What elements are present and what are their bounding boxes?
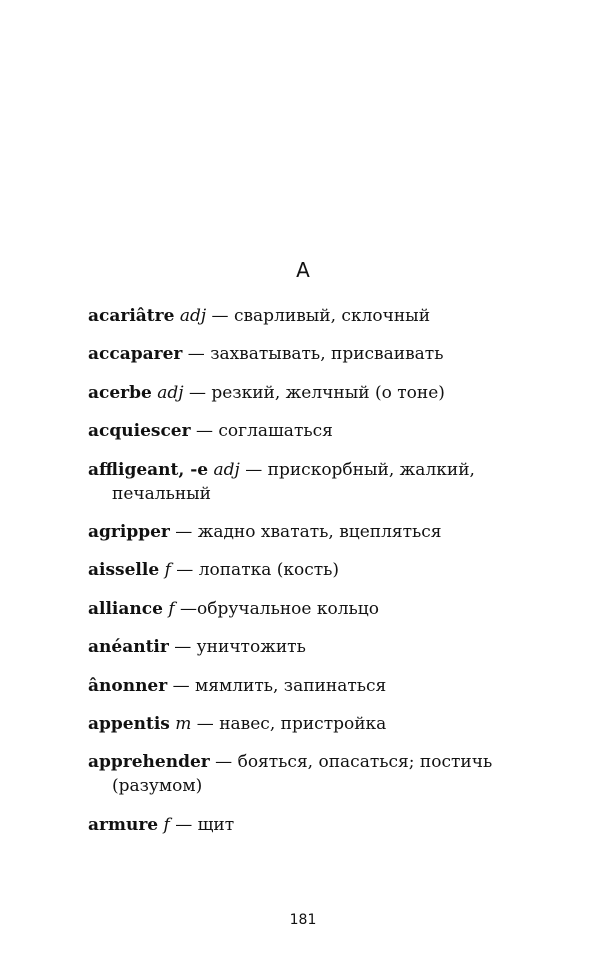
entry-definition: мямлить, запинаться (195, 675, 387, 696)
dictionary-entry (88, 813, 548, 837)
entry-definition: лопатка (кость) (198, 560, 340, 581)
dictionary-entry (88, 419, 548, 443)
entry-definition: уничтожить (196, 637, 306, 658)
entry-headword: apprehender (88, 752, 210, 773)
entry-separator: — (206, 306, 234, 326)
entry-separator: — (190, 421, 219, 442)
entry-separator: — (169, 521, 198, 542)
entry-grammar-wrap (170, 714, 192, 734)
entry-headword: ânonner (88, 675, 168, 696)
dictionary-entry (88, 597, 548, 621)
entry-separator: — (168, 637, 197, 658)
entry-separator: — (239, 459, 268, 480)
entry-separator: — (191, 713, 220, 734)
dictionary-entry (88, 635, 548, 659)
dictionary-entry (88, 558, 548, 582)
dictionary-entry (88, 750, 548, 798)
entry-headword: armure (88, 814, 159, 835)
entry-headword: anéantir (88, 637, 169, 658)
entry-grammar-wrap (174, 306, 206, 326)
entry-headword: agripper (88, 521, 170, 542)
entry-grammar: f (164, 560, 171, 581)
entry-headword: acariâtre (88, 306, 175, 326)
entry-grammar-wrap (208, 460, 240, 480)
entry-grammar-wrap (159, 560, 171, 580)
entry-definition: резкий, желчный (о тоне) (211, 382, 445, 403)
entry-separator: — (182, 344, 211, 365)
dictionary-entry (88, 304, 548, 328)
entry-headword: alliance (88, 598, 163, 619)
entry-grammar: adj (157, 382, 184, 403)
entry-definition: щит (197, 814, 235, 835)
page-number: 181 (289, 912, 317, 928)
entry-headword: acquiescer (88, 421, 191, 442)
entry-definition: захватывать, присваивать (210, 344, 444, 365)
entry-headword: affligeant, -e (88, 459, 209, 480)
entry-separator: — (174, 598, 198, 619)
entry-headword: aisselle (88, 560, 160, 581)
entry-headword: appentis (88, 713, 170, 734)
entry-separator: — (209, 752, 238, 773)
entry-list (88, 304, 548, 851)
entry-grammar: f (168, 598, 175, 619)
entry-definition: прискорбный, жалкий, печальный (112, 459, 475, 504)
entry-grammar-wrap (163, 599, 175, 619)
entry-definition: бояться, опасаться; постичь (разумом) (112, 752, 493, 797)
entry-separator: — (167, 675, 196, 696)
dictionary-entry (88, 342, 548, 366)
entry-definition: обручальное кольцо (197, 598, 379, 619)
entry-grammar-wrap (158, 815, 170, 835)
entry-definition: навес, пристройка (219, 713, 387, 734)
dictionary-entry (88, 381, 548, 405)
entry-definition: соглашаться (218, 421, 333, 442)
entry-headword: acerbe (88, 382, 152, 403)
entry-grammar: adj (179, 306, 207, 326)
entry-separator: — (183, 382, 212, 403)
entry-grammar: adj (213, 459, 240, 480)
dictionary-entry (88, 712, 548, 736)
dictionary-entry (88, 674, 548, 698)
entry-definition: жадно хватать, вцепляться (197, 521, 442, 542)
dictionary-entry (88, 520, 548, 544)
entry-separator: — (170, 560, 199, 581)
dictionary-entry (88, 458, 548, 506)
entry-headword: accaparer (88, 344, 183, 365)
entry-definition: сварливый, склочный (233, 306, 431, 326)
entry-grammar: f (163, 814, 170, 835)
section-letter: A (296, 258, 310, 282)
entry-grammar-wrap (152, 383, 184, 403)
entry-separator: — (169, 814, 198, 835)
entry-grammar: m (175, 713, 192, 734)
